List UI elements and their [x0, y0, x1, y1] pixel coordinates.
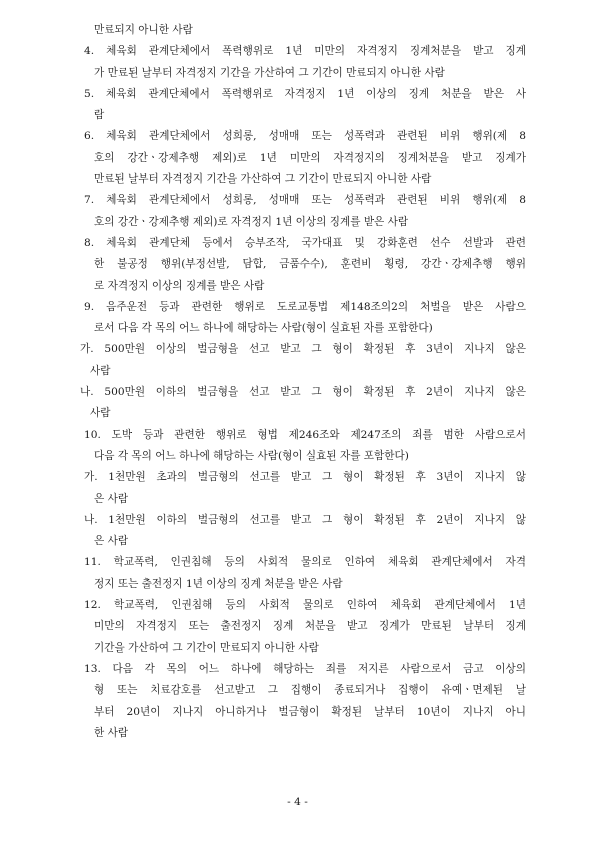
- text-line: 가 만료된 날부터 자격정지 기간을 가산하여 그 기간이 만료되지 아니한 사람: [94, 66, 445, 79]
- text-line: 미만의 자격정지 또는 출전정지 징계 처분을 받고 징계가 만료된 날부터 징계: [94, 620, 526, 633]
- text-line: 만료되지 아니한 사람: [94, 24, 193, 36]
- list-item: [84, 41, 526, 84]
- text-line: 형 또는 치료감호를 선고받고 그 집행이 종료되거나 집행이 유예ㆍ면제된 날: [94, 684, 526, 697]
- list-item: [84, 659, 526, 744]
- document-body: [80, 20, 526, 744]
- list-item: [84, 510, 526, 553]
- text-line: 6. 체육회 관계단체에서 성희롱, 성매매 또는 성폭력과 관련된 비위 행위(제 8: [84, 130, 526, 143]
- text-line: 한 불공정 행위(부정선발, 담합, 금품수수), 훈련비 횡령, 강간ㆍ강제추행 행위: [94, 258, 526, 271]
- text-line: 로 자격정지 이상의 징계를 받은 사람: [94, 279, 265, 292]
- text-line: 호의 강간ㆍ강제추행 제외)로 자격정지 1년 이상의 징계를 받은 사람: [94, 215, 409, 228]
- list-item: [84, 297, 526, 340]
- text-line: 기간을 가산하여 그 기간이 만료되지 아니한 사람: [94, 641, 319, 654]
- text-line: 13. 다음 각 목의 어느 하나에 해당하는 죄를 저지른 사람으로서 금고 이상의: [84, 662, 526, 675]
- text-line: 5. 체육회 관계단체에서 폭력행위로 자격정지 1년 이상의 징계 처분을 받은 사: [84, 87, 526, 100]
- text-line: 한 사람: [94, 726, 129, 739]
- text-line: 사람: [90, 364, 111, 377]
- text-line: 가. 500만원 이상의 벌금형을 선고 받고 그 형이 확정된 후 3년이 지나지 않은: [80, 343, 526, 356]
- text-line: 나. 500만원 이하의 벌금형을 선고 받고 그 형이 확정된 후 2년이 지나지 않은: [80, 386, 526, 399]
- text-line: 9. 음주운전 등과 관련한 행위로 도로교통법 제148조의2의 처벌을 받은 사람으: [84, 300, 526, 313]
- text-line: 만료된 날부터 자격정지 기간을 가산하여 그 기간이 만료되지 아니한 사람: [94, 173, 432, 186]
- text-line: 12. 학교폭력, 인권침해 등의 사회적 물의로 인하여 체육회 관계단체에서 1년: [84, 599, 526, 612]
- page-number: - 4 -: [287, 796, 308, 808]
- text-line: 8. 체육회 관계단체 등에서 승부조작, 국가대표 및 강화훈련 선수 선발과 관련: [84, 236, 526, 249]
- text-line: 나. 1천만원 이하의 벌금형의 선고를 받고 그 형이 확정된 후 2년이 지나지 않: [84, 513, 526, 526]
- text-line: 10. 도박 등과 관련한 행위로 형법 제246조와 제247조의 죄를 범한 사람으로서: [84, 428, 526, 441]
- list-item: [84, 595, 526, 659]
- text-line: 가. 1천만원 초과의 벌금형의 선고를 받고 그 형이 확정된 후 3년이 지나지 않: [84, 471, 526, 484]
- text-line: 로서 다음 각 목의 어느 하나에 해당하는 사람(형이 실효된 자를 포함한다): [94, 322, 433, 335]
- list-item: [84, 552, 526, 595]
- list-item: [84, 467, 526, 510]
- text-line: 은 사람: [94, 492, 129, 505]
- text-line: 다음 각 목의 어느 하나에 해당하는 사람(형이 실효된 자를 포함한다): [94, 449, 409, 462]
- text-line: 사람: [90, 407, 111, 420]
- text-line: 4. 체육회 관계단체에서 폭력행위로 1년 미만의 자격정지 징계처분을 받고 징계: [84, 45, 526, 58]
- list-item: [80, 382, 526, 425]
- text-line: 부터 20년이 지나지 아니하거나 벌금형이 확정된 날부터 10년이 지나지 아니: [94, 705, 526, 718]
- list-item: [84, 233, 526, 297]
- text-line: 람: [94, 109, 105, 122]
- list-item: [84, 20, 526, 41]
- list-item: [84, 190, 526, 233]
- list-item: [80, 339, 526, 382]
- list-item: [84, 425, 526, 468]
- text-line: 은 사람: [94, 535, 129, 548]
- text-line: 호의 강간ㆍ강제추행 제외)로 1년 미만의 자격정지의 징계처분을 받고 징계가: [94, 151, 526, 164]
- list-item: [84, 84, 526, 127]
- text-line: 11. 학교폭력, 인권침해 등의 사회적 물의로 인하여 체육회 관계단체에서 자격: [84, 556, 526, 569]
- text-line: 7. 체육회 관계단체에서 성희롱, 성매매 또는 성폭력과 관련된 비위 행위(제 8: [84, 194, 526, 207]
- text-line: 정지 또는 출전정지 1년 이상의 징계 처분을 받은 사람: [94, 577, 343, 590]
- list-item: [84, 126, 526, 190]
